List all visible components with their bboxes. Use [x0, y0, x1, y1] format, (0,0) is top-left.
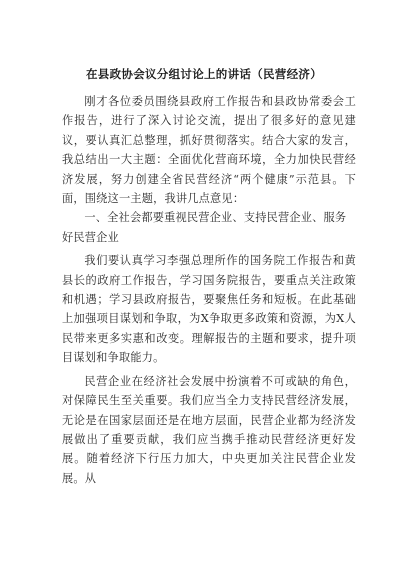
- body-paragraph-1: 我们要认真学习李强总理所作的国务院工作报告和黄县长的政府工作报告，学习国务院报告，要重点关注政策和机遇；学习县政府报告，要聚焦任务和短板。在此基础上加强项目谋划和争取，为X争取更多政策和资源，为X人民带来更多实惠和改变。理解报告的主题和要求，提升项目谋划和争取能力。: [62, 254, 356, 365]
- opening-paragraph: 刚才各位委员围绕县政府工作报告和县政协常委会工作报告，进行了深入讨论交流，提出了很多好的意见建议，要认真汇总整理，抓好贯彻落实。结合大家的发言，我总结出一大主题：全面优化营商环境，全力加快民营经济发展，努力创建全省民营经济“两个健康”示范县。下面，围绕这一主题，我讲几点意见：: [62, 95, 356, 206]
- section-heading-1: 一、全社会都要重视民营企业、支持民营企业、服务好民营企业: [62, 211, 347, 244]
- document-body: [62, 92, 356, 488]
- body-paragraph-2: 民营企业在经济社会发展中扮演着不可或缺的角色，对保障民生至关重要。我们应当全力支持民营经济发展，无论是在国家层面还是在地方层面，民营企业都为经济发展做出了重要贡献，我们应当携手推动民营经济更好发展。随着经济下行压力加大，中央更加关注民营企业发展。从: [62, 374, 356, 485]
- document-title: 在县政协会议分组讨论上的讲话（民营经济）: [86, 67, 322, 81]
